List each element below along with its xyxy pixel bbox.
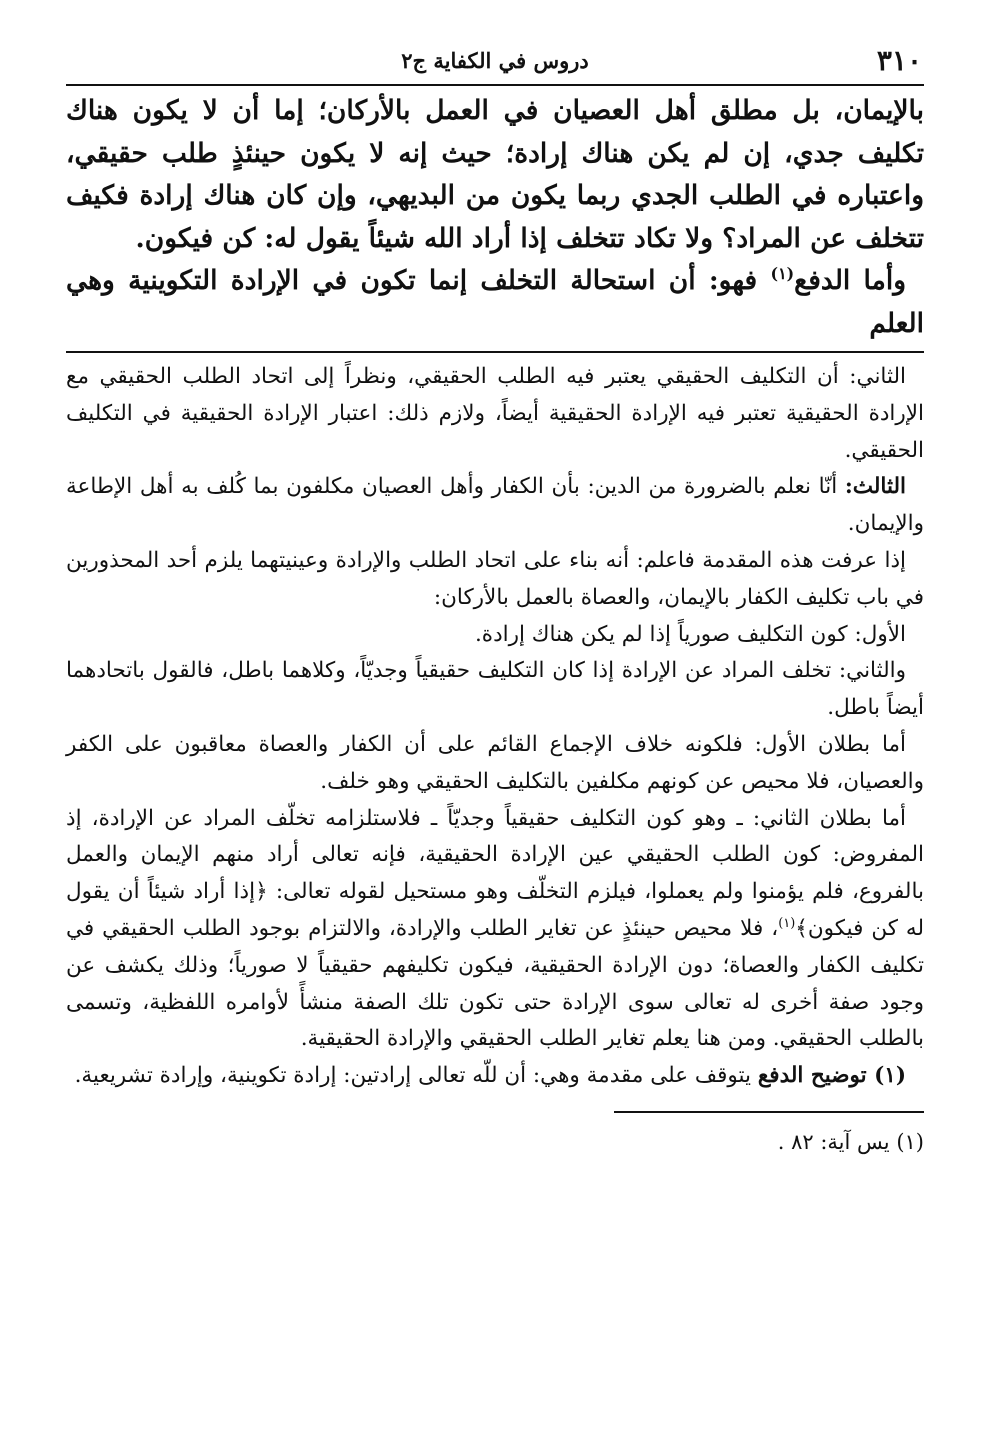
commentary (66, 359, 924, 1095)
commentary-paragraph: أما بطلان الأول: فلكونه خلاف الإجماع القائم على أن الكفار والعصاة معاقبون على الكفر والعصيان، فلا محيص عن كونهم مكلفين بالتكليف الحقيقي وهو خلف. (66, 731, 924, 794)
commentary-paragraph: الأول: كون التكليف صورياً إذا لم يكن هناك إرادة. (474, 621, 906, 647)
commentary-paragraph (66, 1058, 924, 1095)
book-page (66, 40, 924, 1159)
commentary-text: ، فلا محيص حينئذٍ عن تغاير الطلب والإرادة، والالتزام بوجود الطلب الحقيقي في تكليف الكفار والعصاة؛ دون الإرادة الحقيقية، فيكون تكليفهم حقيقياً لا صورياً؛ وذلك يكشف عن وجود صفة أخرى له تعالى سوى الإرادة حتى تكون تلك الصفة منشأً لأوامره اللفظية، وتسمى بالطلب الحقيقي. ومن هنا يعلم تغاير الطلب الحقيقي والإرادة الحقيقية. (66, 915, 924, 1052)
commentary-lead: (١) توضيح الدفع (757, 1063, 906, 1089)
commentary-paragraph: إذا عرفت هذه المقدمة فاعلم: أنه بناء على اتحاد الطلب والإرادة وعينيتهما يلزم أحد المحذورين في باب تكليف الكفار بالإيمان، والعصاة بالعمل بالأركان: (66, 547, 924, 610)
footnote-marker: (١) (778, 915, 796, 931)
commentary-text: أنّا نعلم بالضرورة من الدين: بأن الكفار وأهل العصيان مكلفون بما كُلف به أهل الإطاعة والإيمان. (66, 474, 924, 537)
main-paragraph-1 (66, 90, 924, 260)
main-paragraph-2-lead: وأما الدفع (794, 265, 906, 296)
main-paragraph-1-text: بالإيمان، بل مطلق أهل العصيان في العمل بالأركان؛ إما أن لا يكون هناك تكليف جدي، إن لم يكن هناك إرادة؛ حيث إنه لا يكون حينئذٍ طلب حقيقي، واعتباره في الطلب الجدي ربما يكون من البديهي، وإن كان هناك إرادة فكيف تتخلف عن المراد؟ ولا تكاد تتخلف إذا أراد الله شيئاً يقول له: كن فيكون. (66, 95, 924, 254)
page-number: ٣١٠ (876, 44, 922, 77)
main-paragraph-2 (66, 260, 924, 345)
commentary-text: يتوقف على مقدمة وهي: أن للّه تعالى إرادتين: إرادة تكوينية، وإرادة تشريعية. (74, 1063, 758, 1089)
main-paragraph-2-text: فهو: أن استحالة التخلف إنما تكون في الإرادة التكوينية وهي العلم (66, 265, 924, 339)
commentary-paragraph: والثاني: تخلف المراد عن الإرادة إذا كان التكليف حقيقياً وجديّاً، وكلاهما باطل، فالقول باتحادهما أيضاً باطل. (66, 658, 924, 721)
text-divider (66, 351, 924, 353)
commentary-lead: الثالث: (844, 474, 906, 500)
commentary-paragraph (66, 469, 924, 543)
page-header (66, 40, 924, 86)
footnote-marker: (١) (770, 264, 795, 284)
footnote-divider (614, 1111, 924, 1113)
commentary-paragraph: الثاني: أن التكليف الحقيقي يعتبر فيه الطلب الحقيقي، ونظراً إلى اتحاد الطلب الحقيقي مع الإرادة الحقيقية تعتبر فيه الإرادة الحقيقية أيضاً، ولازم ذلك: اعتبار الإرادة الحقيقية في التكليف الحقيقي. (66, 364, 924, 463)
commentary-text: أما بطلان الثاني: ـ وهو كون التكليف حقيقياً وجديّاً ـ فلاستلزامه تخلّف المراد عن الإرادة، إذ المفروض: كون الطلب الحقيقي عين الإرادة الحقيقية، فإنه تعالى أراد منهم الإيمان والعمل بالفروع، فلم يؤمنوا ولم يعملوا، فيلزم التخلّف وهو مستحيل لقوله تعالى: ﴿إذا أراد شيئاً أن يقول له كن فيكون﴾ (66, 805, 924, 941)
footnote: (١) يس آية: ٨٢ . (777, 1129, 924, 1154)
main-text (66, 90, 924, 345)
commentary-paragraph (66, 801, 924, 1059)
running-title: دروس في الكفاية ج٢ (401, 48, 589, 73)
